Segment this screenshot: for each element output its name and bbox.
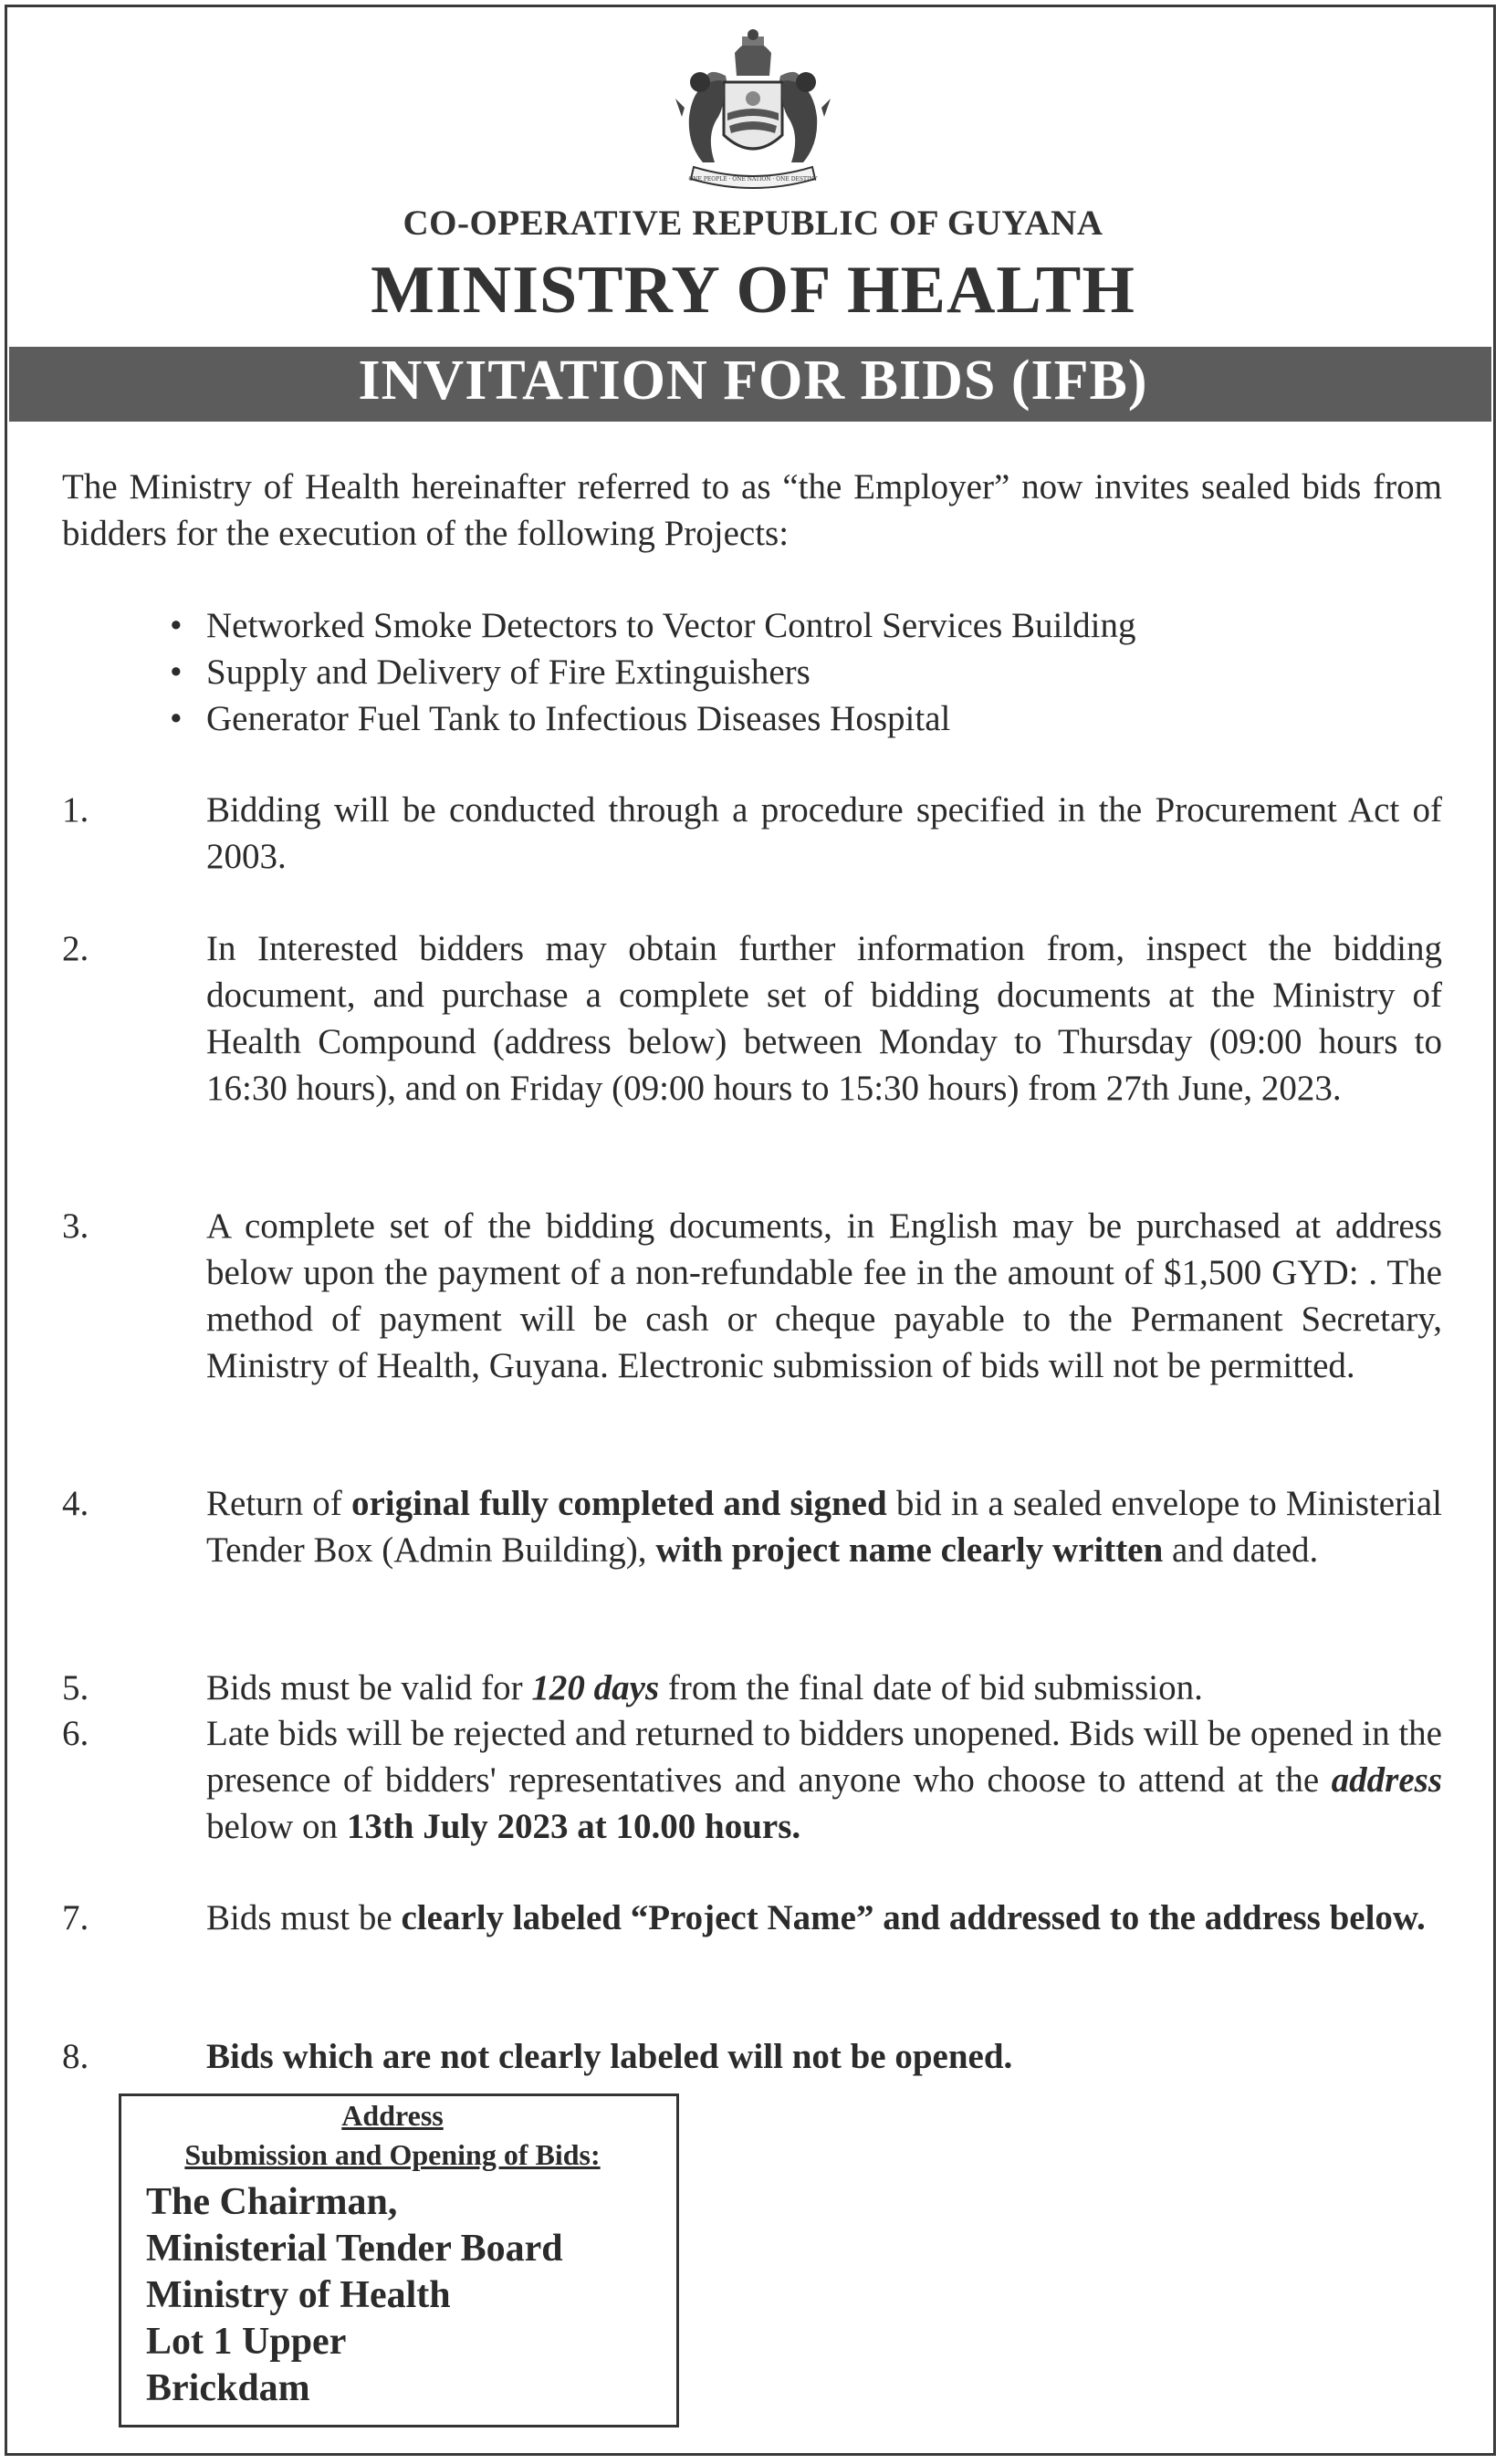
clause-number: 4. [62,1484,89,1523]
clause-number: 8. [62,2037,89,2076]
project-name: Supply and Delivery of Fire Extinguishers [206,653,811,692]
clause-8 [62,2033,1442,2080]
list-item: • Generator Fuel Tank to Infectious Diseases Hospital [170,695,1448,742]
address-lines [146,2179,657,2412]
clause-2 [62,925,1442,1112]
project-list [170,602,1448,742]
banner-title: INVITATION FOR BIDS (IFB) [358,350,1148,412]
clause-4 [62,1480,1442,1573]
address-line: Brickdam [146,2367,310,2409]
project-name: Networked Smoke Detectors to Vector Control Services Building [206,606,1136,645]
clause-3 [62,1203,1442,1389]
address-line: Ministry of Health [146,2274,451,2316]
address-line: The Chairman, [146,2181,398,2223]
list-item: • Supply and Delivery of Fire Extinguishers [170,649,1448,695]
address-line: Ministerial Tender Board [146,2228,563,2270]
clause-text: A complete set of the bidding documents, in English may be purchased at address below upon the payment of a non-refundable fee in the amount of $1,500 GYD: . The method of payment will be cash or cheque payable to the Permanent Secretary, Ministry of Health, Guyana. Electronic submission of bids will not be permitted. [206,1206,1442,1385]
clause-6 [62,1710,1442,1850]
clause-number: 3. [62,1206,89,1246]
svg-text:ONE PEOPLE · ONE NATION · ONE: ONE PEOPLE · ONE NATION · ONE DESTINY [688,176,818,183]
address-heading: Address [341,2099,444,2132]
clause-7 [62,1895,1442,1941]
clause-text: Return of original fully completed and signed bid in a sealed envelope to Ministerial Tender Box (Admin Building), with project name clearly written and dated. [206,1484,1442,1570]
clause-text: Bids must be clearly labeled “Project Name” and addressed to the address below. [206,1898,1426,1937]
clause-number: 2. [62,929,89,968]
clause-5 [62,1665,1442,1711]
clause-text: Late bids will be rejected and returned to bidders unopened. Bids will be opened in the presence of bidders' representatives and anyone who choose to attend at the address below on 13th July 2023 at 10.00 hours. [206,1714,1442,1846]
coat-of-arms-icon [671,26,835,199]
clause-text: Bidding will be conducted through a procedure specified in the Procurement Act of 2003. [206,790,1442,876]
clause-number: 1. [62,790,89,830]
ministry-title: MINISTRY OF HEALTH [371,253,1135,328]
address-line: Lot 1 Upper [146,2321,347,2363]
project-name: Generator Fuel Tank to Infectious Diseases Hospital [206,699,951,738]
clause-text: Bids which are not clearly labeled will not be opened. [206,2037,1013,2076]
clause-1 [62,787,1442,880]
clause-number: 7. [62,1898,89,1937]
clause-text: Bids must be valid for 120 days from the final date of bid submission. [206,1668,1203,1707]
clause-number: 6. [62,1714,89,1753]
country-name: CO-OPERATIVE REPUBLIC OF GUYANA [403,204,1103,243]
address-subheading: Submission and Opening of Bids: [184,2138,601,2171]
clause-text: In Interested bidders may obtain further information from, inspect the bidding document, and purchase a complete set of bidding documents at the Ministry of Health Compound (address below) between Monday to Thursday (09:00 hours to 16:30 hours), and on Friday (09:00 hours to 15:30 hours) from 27th June, 2023. [206,929,1442,1108]
intro-paragraph: The Ministry of Health hereinafter referred to as “the Employer” now invites sealed bids from bidders for the execution of the following Projects: [62,467,1442,553]
list-item: • Networked Smoke Detectors to Vector Control Services Building [170,602,1448,649]
clause-number: 5. [62,1668,89,1707]
